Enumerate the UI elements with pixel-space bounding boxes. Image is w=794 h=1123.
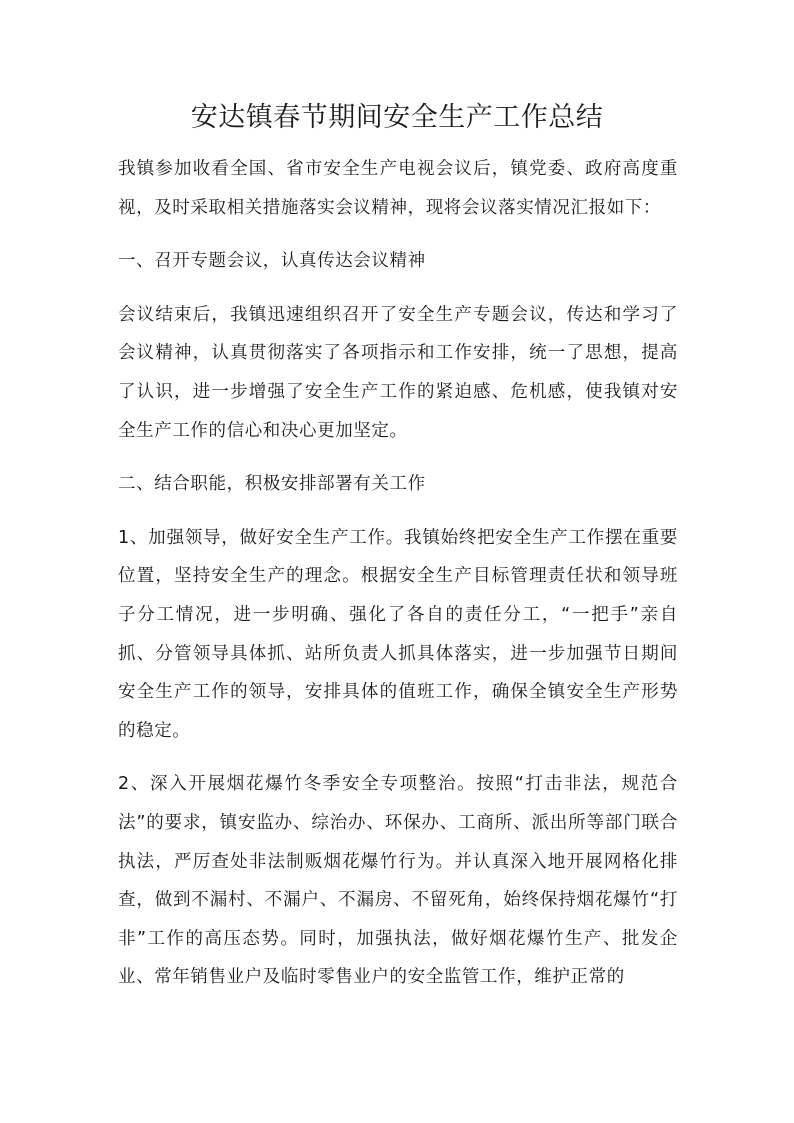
item-2-paragraph: 2、深入开展烟花爆竹冬季安全专项整治。按照“打击非法，规范合法”的要求，镇安监办、综治办、环保办、工商所、派出所等部门联合执法，严厉查处非法制贩烟花爆竹行为。并认真深入地开展网格化排查，做到不漏村、不漏户、不漏房、不留死角，始终保持烟花爆竹“打非”工作的高压态势。同时，加强执法，做好烟花爆竹生产、批发企业、常年销售业户及临时零售业户的安全监管工作，维护正常的 <box>118 774 678 988</box>
item-1-paragraph: 1、加强领导，做好安全生产工作。我镇始终把安全生产工作摆在重要位置，坚持安全生产的理念。根据安全生产目标管理责任状和领导班子分工情况，进一步明确、强化了各自的责任分工，“一把手”亲自抓、分管领导具体抓、站所负责人抓具体落实，进一步加强节日期间安全生产工作的领导，安排具体的值班工作，确保全镇安全生产形势的稳定。 <box>118 527 678 741</box>
document-body <box>118 150 678 1012</box>
intro-paragraph: 我镇参加收看全国、省市安全生产电视会议后，镇党委、政府高度重视，及时采取相关措施落实会议精神，现将会议落实情况汇报如下： <box>118 159 678 218</box>
document-title: 安达镇春节期间安全生产工作总结 <box>190 102 604 133</box>
section-2-heading: 二、结合职能，积极安排部署有关工作 <box>118 474 426 495</box>
section-1-heading: 一、召开专题会议，认真传达会议精神 <box>118 251 426 272</box>
section-1-paragraph: 会议结束后，我镇迅速组织召开了安全生产专题会议，传达和学习了会议精神，认真贯彻落实了各项指示和工作安排，统一了思想，提高了认识，进一步增强了安全生产工作的紧迫感、危机感，使我镇对安全生产工作的信心和决心更加坚定。 <box>118 304 678 441</box>
